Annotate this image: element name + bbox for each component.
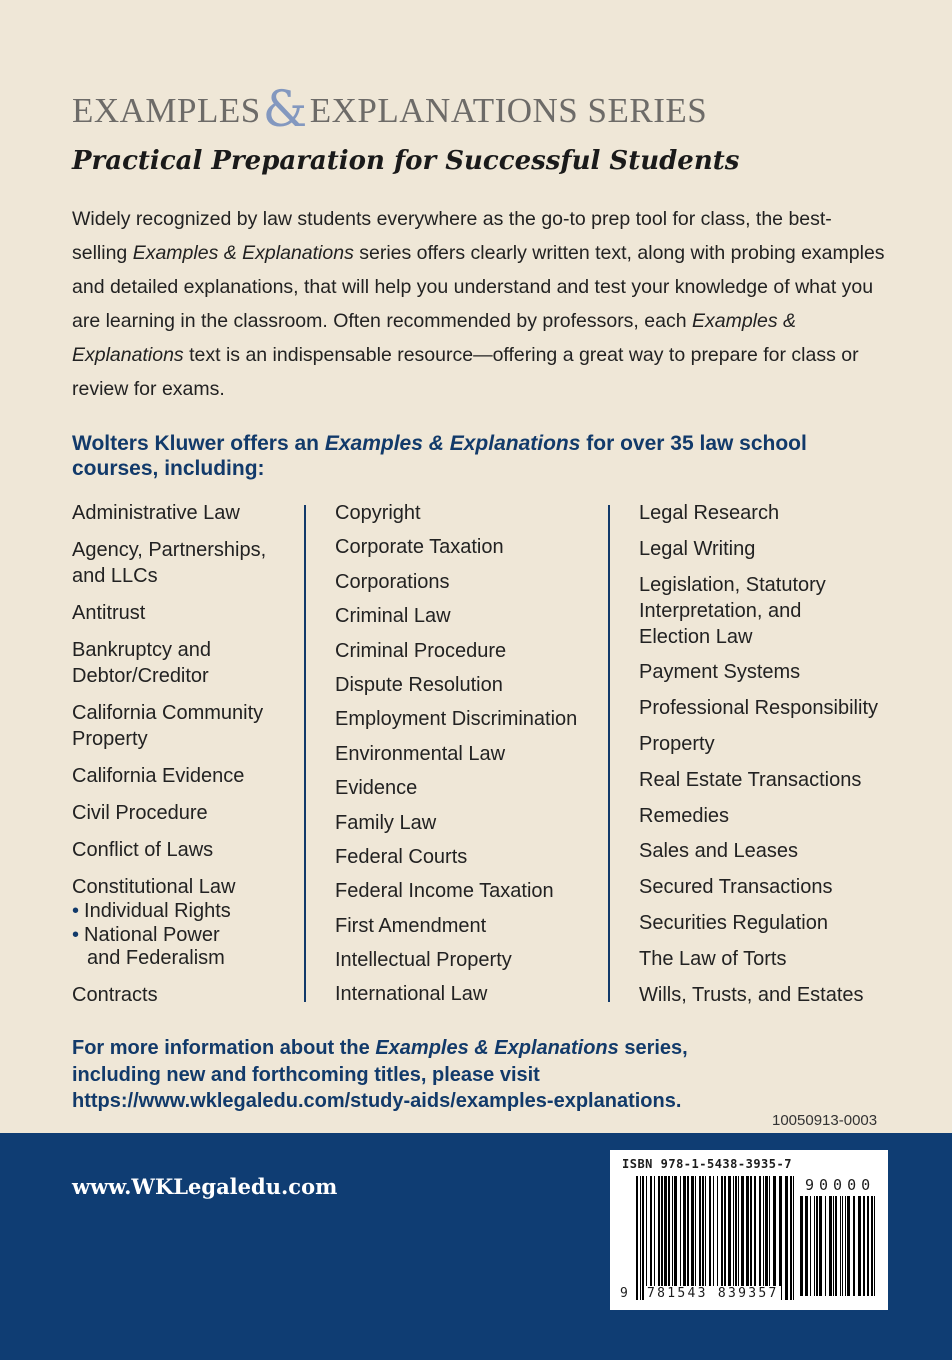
intro-text: text is an indispensable resource—offering a great way to prepare for class or review for exams. — [72, 344, 859, 400]
barcode-bar — [793, 1176, 794, 1300]
more-text: For more information about the — [72, 1037, 376, 1059]
barcode-bar — [680, 1176, 681, 1300]
course-item: Intellectual Property — [335, 949, 512, 972]
constitutional-sublist — [72, 900, 272, 971]
barcode-bar — [785, 1176, 788, 1300]
intro-text: series offers clearly written text, along with probing examples and detailed explanations, that will help you understand and test your knowledge of what you are learning in the classroom. Often recommended by professors, each — [72, 242, 885, 332]
barcode-bar — [699, 1176, 701, 1300]
intro-section — [72, 202, 887, 481]
course-item: Copyright — [335, 502, 421, 524]
barcode-bar — [825, 1196, 826, 1296]
course-item: Conflict of Laws — [72, 839, 214, 861]
course-column-1 — [72, 500, 272, 1019]
intro-paragraph — [72, 202, 887, 406]
course-item: California Evidence — [72, 765, 245, 787]
barcode-bar — [805, 1196, 808, 1296]
barcode-bar — [746, 1176, 749, 1300]
barcode-digits: 781543 839357 — [647, 1286, 779, 1301]
course-item: Property — [639, 732, 715, 755]
course-item: Criminal Procedure — [335, 639, 507, 662]
more-series-name: Examples & Explanations — [375, 1037, 619, 1059]
tagline: Practical Preparation for Successful Students — [72, 146, 740, 176]
sub-item: and Federalism — [87, 947, 225, 969]
barcode-bar — [779, 1176, 782, 1300]
barcode-bar — [835, 1196, 837, 1296]
barcode-bar — [842, 1196, 843, 1296]
barcode-bar — [674, 1176, 677, 1300]
course-item: Professional Responsibility — [639, 697, 879, 720]
course-item: International Law — [335, 983, 488, 1006]
intro-series-name: Examples & Explanations — [132, 242, 354, 264]
offer-heading — [72, 431, 872, 481]
barcode-bar — [672, 1176, 673, 1300]
course-item: Securities Regulation — [639, 911, 828, 934]
barcode-bar — [741, 1176, 744, 1300]
barcode-bar — [819, 1196, 822, 1296]
barcode-bar — [765, 1176, 768, 1300]
barcode-bar — [640, 1176, 641, 1300]
intro-series-name: Examples & Explanations — [72, 310, 797, 366]
course-item: Legislation, Statutory Interpretation, and Election Law — [639, 573, 826, 648]
course-item: Wills, Trusts, and Estates — [639, 983, 864, 1006]
barcode-bar — [709, 1176, 711, 1300]
sub-item: • Individual Rights — [72, 900, 272, 924]
barcode-bar — [810, 1196, 811, 1296]
barcode-bar — [664, 1176, 667, 1300]
barcode-bar — [721, 1176, 723, 1300]
course-item: First Amendment — [335, 914, 487, 937]
barcode-bar — [654, 1176, 655, 1300]
barcode-bar — [661, 1176, 663, 1300]
barcode-bar — [763, 1176, 764, 1300]
barcode-bar — [702, 1176, 704, 1300]
barcode-bar — [790, 1176, 792, 1300]
barcode-bar — [863, 1196, 865, 1296]
barcode-bar — [646, 1176, 647, 1300]
course-item: Family Law — [335, 811, 437, 834]
barcode-addon-digits: 90000 — [805, 1176, 876, 1194]
series-title — [72, 80, 707, 136]
course-item: Remedies — [639, 804, 730, 827]
barcode-bar — [750, 1176, 752, 1300]
barcode-bar — [691, 1176, 694, 1300]
course-item: Secured Transactions — [639, 876, 833, 899]
course-item: Employment Discrimination — [335, 708, 578, 731]
barcode-bar — [735, 1176, 737, 1300]
barcode-bar — [871, 1196, 873, 1296]
course-item: Dispute Resolution — [335, 673, 503, 696]
barcode-bar — [713, 1176, 714, 1300]
barcode-bar — [668, 1176, 670, 1300]
barcode-bar — [874, 1196, 875, 1296]
barcode-bar — [759, 1176, 761, 1300]
course-item: Payment Systems — [639, 661, 801, 684]
barcode-bar — [717, 1176, 718, 1300]
course-item: The Law of Torts — [639, 947, 787, 970]
barcode-bar — [867, 1196, 869, 1296]
barcode-bar — [650, 1176, 652, 1300]
barcode-bar — [840, 1196, 841, 1296]
website-link[interactable]: www.WKLegaledu.com — [72, 1174, 338, 1199]
more-text: series, — [618, 1037, 688, 1059]
course-item: Environmental Law — [335, 742, 506, 765]
barcode-bar — [724, 1176, 726, 1300]
course-item: Administrative Law — [72, 502, 240, 524]
barcode-bar — [683, 1176, 686, 1300]
product-code: 10050913-0003 — [772, 1112, 878, 1129]
series-left: EXAMPLES — [72, 91, 261, 130]
course-item: Agency, Partnerships, and LLCs — [72, 539, 267, 587]
course-item: Criminal Law — [335, 605, 451, 628]
column-divider — [304, 505, 306, 1002]
barcode-bar — [658, 1176, 660, 1300]
offer-text: for over 35 law school courses, including: — [72, 432, 807, 480]
barcode-bar — [816, 1196, 818, 1296]
course-item: Evidence — [335, 777, 418, 800]
course-item: Constitutional Law — [72, 876, 236, 898]
course-column-2 — [335, 500, 577, 1016]
more-text: including new and forthcoming titles, please visit — [72, 1063, 540, 1086]
barcode-bar — [642, 1176, 644, 1300]
course-item: Real Estate Transactions — [639, 768, 862, 791]
barcode-bar — [695, 1176, 696, 1300]
course-item: Legal Writing — [639, 537, 756, 560]
barcode-bar — [733, 1176, 734, 1300]
barcode-bar — [853, 1196, 855, 1296]
barcode-bar — [769, 1176, 770, 1300]
barcode-bar — [636, 1176, 638, 1300]
barcode-bar — [845, 1196, 846, 1296]
offer-text: Wolters Kluwer offers an — [72, 432, 325, 455]
ampersand-logo: & — [262, 80, 308, 138]
course-item: Contracts — [72, 983, 158, 1006]
barcode-bar — [847, 1196, 850, 1296]
barcode-bar — [687, 1176, 689, 1300]
info-url-link[interactable]: https://www.wklegaledu.com/study-aids/examples-explanations. — [72, 1090, 682, 1112]
course-item: Civil Procedure — [72, 802, 208, 824]
barcode-bar — [754, 1176, 756, 1300]
barcode-first-digit: 9 — [620, 1286, 628, 1301]
intro-text: Widely recognized by law students everywhere as the go-to prep tool for class, the best-selling — [72, 208, 832, 264]
barcode-bar — [829, 1196, 832, 1296]
course-item: Corporate Taxation — [335, 536, 504, 559]
barcode-bar — [773, 1176, 776, 1300]
barcode-bar — [738, 1176, 739, 1300]
barcode-bar — [833, 1196, 834, 1296]
course-item: Legal Research — [639, 502, 780, 524]
barcode-bar — [800, 1196, 803, 1296]
course-column-3 — [639, 500, 878, 1017]
course-item: Sales and Leases — [639, 840, 799, 863]
isbn-barcode — [610, 1150, 888, 1310]
barcode-bar — [705, 1176, 706, 1300]
barcode-bar — [814, 1196, 815, 1296]
course-item: Federal Income Taxation — [335, 880, 554, 903]
barcode-bar — [728, 1176, 731, 1300]
offer-series-name: Examples & Explanations — [324, 432, 581, 455]
series-right: EXPLANATIONS SERIES — [309, 91, 708, 130]
course-item: Antitrust — [72, 602, 146, 624]
sub-item: • National Power — [72, 924, 272, 948]
barcode-bar — [858, 1196, 861, 1296]
course-item: California Community Property — [72, 702, 264, 750]
more-info — [72, 1035, 688, 1115]
course-item: Bankruptcy and Debtor/Creditor — [72, 639, 211, 687]
course-item: Corporations — [335, 570, 450, 593]
isbn-number: ISBN 978-1-5438-3935-7 — [622, 1157, 792, 1171]
course-item: Federal Courts — [335, 845, 468, 868]
column-divider — [608, 505, 610, 1002]
